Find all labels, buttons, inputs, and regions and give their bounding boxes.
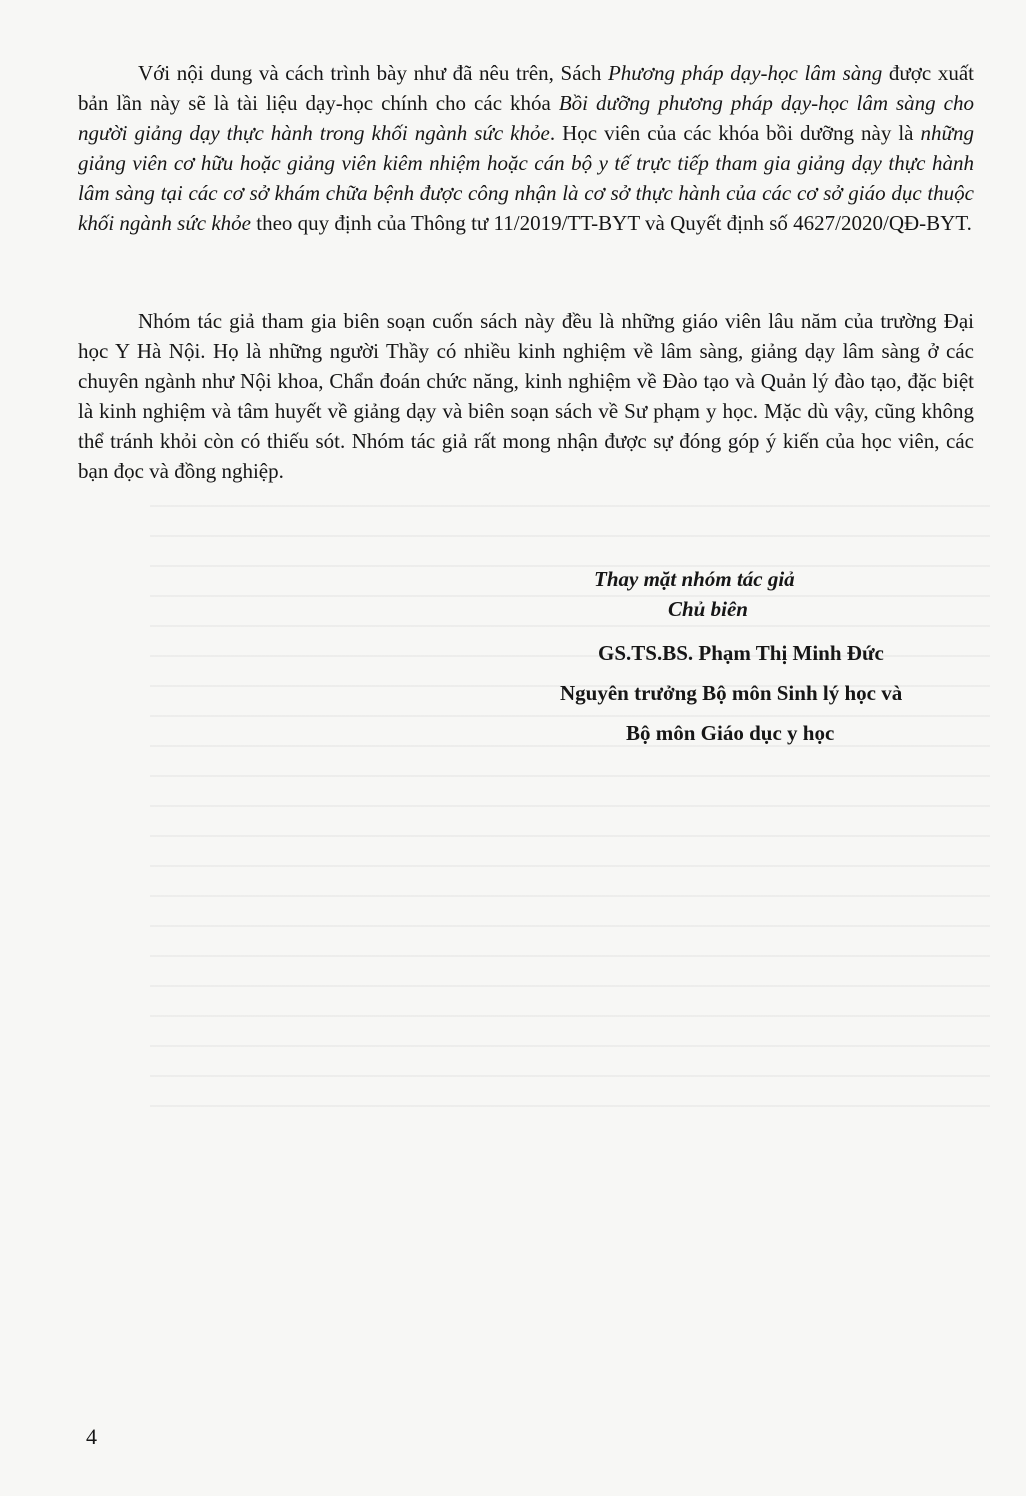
text-run: được xuất bản lần này sẽ là tài liệu dạy-học chính cho các khóa <box>78 61 975 115</box>
signature-chief-editor: Chủ biên <box>668 597 748 621</box>
learner-description-italic: những giảng viên cơ hữu hoặc giảng viên kiêm nhiệm hoặc cán bộ y tế trực tiếp tham gia giảng dạy thực hành lâm sàng tại các cơ sở khám chữa bệnh được công nhận là cơ sở thực hành của các cơ sở giáo dục thuộc khối ngành sức khỏe <box>78 121 974 235</box>
paragraph-publication-purpose <box>78 58 974 238</box>
course-title-italic: Bồi dưỡng phương pháp dạy-học lâm sàng cho người giảng dạy thực hành trong khối ngành sức khỏe <box>78 91 974 145</box>
text-run: Với nội dung và cách trình bày như đã nêu trên, Sách <box>138 61 608 85</box>
signature-block <box>560 564 980 748</box>
text-run: theo quy định của Thông tư 11/2019/TT-BYT và Quyết định số 4627/2020/QĐ-BYT. <box>251 211 972 235</box>
signature-on-behalf: Thay mặt nhóm tác giả <box>594 567 795 591</box>
paragraph-1-text <box>78 58 974 238</box>
signature-name: GS.TS.BS. Phạm Thị Minh Đức <box>598 641 884 665</box>
signature-position-line-1: Nguyên trưởng Bộ môn Sinh lý học và <box>560 681 903 705</box>
paragraph-authors <box>78 306 974 486</box>
paragraph-2-text: Nhóm tác giả tham gia biên soạn cuốn sách này đều là những giáo viên lâu năm của trường Đại học Y Hà Nội. Họ là những người Thầy có nhiều kinh nghiệm về lâm sàng, giảng dạy lâm sàng ở các chuyên ngành như Nội khoa, Chẩn đoán chức năng, kinh nghiệm về Đào tạo và Quản lý đào tạo, đặc biệt là kinh nghiệm và tâm huyết về giảng dạy và biên soạn sách về Sư phạm y học. Mặc dù vậy, cũng không thể tránh khỏi còn có thiếu sót. Nhóm tác giả rất mong nhận được sự đóng góp ý kiến của học viên, các bạn đọc và đồng nghiệp. <box>78 309 974 483</box>
page-number: 4 <box>86 1424 97 1449</box>
book-title-italic: Phương pháp dạy-học lâm sàng <box>607 61 883 85</box>
signature-position-line-2: Bộ môn Giáo dục y học <box>626 721 835 745</box>
text-run: . Học viên của các khóa bồi dưỡng này là <box>549 121 921 145</box>
